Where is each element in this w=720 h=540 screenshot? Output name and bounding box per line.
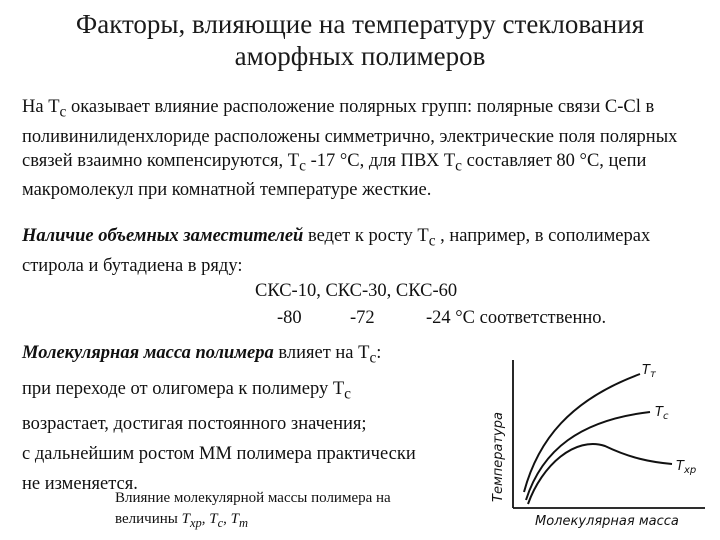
curve-txr-label: $T_{хр}$ bbox=[676, 459, 697, 476]
emphasis-bulky-substituents: Наличие объемных заместителей bbox=[22, 226, 304, 246]
mm-line-2: при переходе от олигомера к полимеру $T_c$ bbox=[22, 378, 351, 403]
title-line-2: аморфных полимеров bbox=[234, 41, 486, 71]
paragraph-molecular-mass bbox=[22, 338, 492, 499]
curve-tt bbox=[524, 374, 640, 492]
x-axis-label: Молекулярная масса bbox=[535, 514, 679, 529]
series-value-1: -80 bbox=[277, 308, 302, 328]
slide-title bbox=[0, 8, 720, 72]
molecular-mass-figure bbox=[480, 350, 715, 530]
mm-line-3: возрастает, достигая постоянного значения; bbox=[22, 414, 367, 435]
curve-tt-label: $T_т$ bbox=[642, 363, 656, 380]
figure-caption bbox=[115, 488, 485, 534]
paragraph-polar-groups: На $T_c$ оказывает влияние расположение полярных групп: полярные связи C-Cl в поливинилиденхлориде расположены симметрично, электрические поля полярных связей взаимно компенсируются, $T_c$ -17 °С, для ПВХ $T_c$ составляет 80 °С, цепи макромолекул при комнатной температуре жесткие. bbox=[22, 97, 678, 201]
paragraph-bulky-substituents: Наличие объемных заместителей ведет к росту $T_c$ , например, в сополимерах стирола и бутадиена в ряду: bbox=[22, 226, 651, 276]
curve-txr bbox=[528, 444, 672, 504]
series-value-3: -24 °С соответственно. bbox=[426, 308, 607, 328]
mm-line-4: с дальнейшим ростом ММ полимера практически bbox=[22, 444, 416, 465]
copolymer-series: СКС-10, СКС-30, СКС-60 bbox=[255, 281, 458, 301]
caption-line-1: Влияние молекулярной массы полимера на bbox=[115, 490, 391, 506]
mm-line-5: не изменяется. bbox=[22, 474, 138, 495]
y-axis-label: Температура bbox=[491, 412, 506, 502]
mm-line-1: Молекулярная масса полимера влияет на $T_c$: bbox=[22, 343, 382, 367]
caption-line-2: величины $T_{хр}$, $T_с$, $T_т$ bbox=[115, 511, 249, 530]
title-line-1: Факторы, влияющие на температуру стеклования bbox=[75, 9, 645, 39]
series-value-2: -72 bbox=[350, 308, 375, 328]
emphasis-molecular-mass: Молекулярная масса полимера bbox=[22, 343, 274, 363]
curve-tc-label: $T_c$ bbox=[655, 405, 669, 422]
